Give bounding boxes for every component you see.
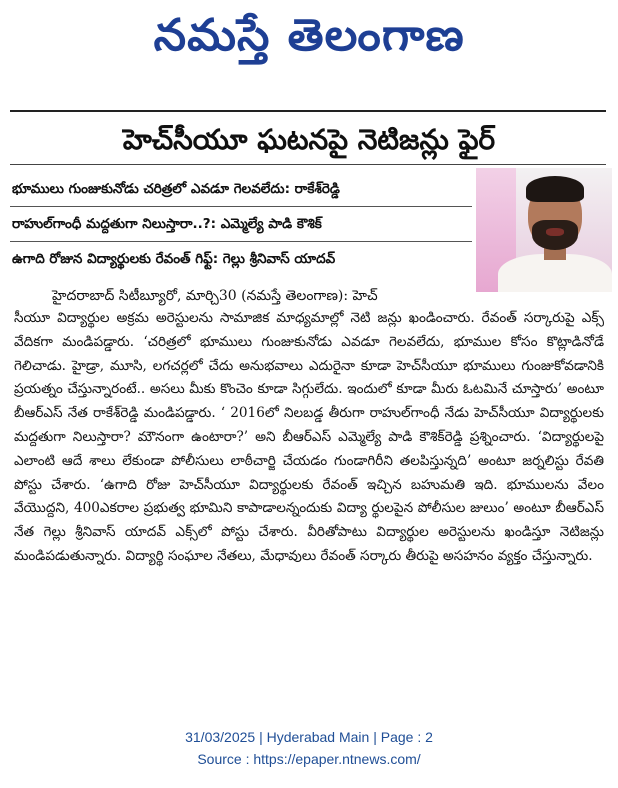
photo-hair bbox=[526, 176, 584, 202]
masthead bbox=[0, 6, 618, 70]
edition-info: 31/03/2025 | Hyderabad Main | Page : 2 bbox=[185, 729, 433, 745]
subhead: భూములు గుంజుకునోడు చరిత్రలో ఎవడూ గెలవలేదు: రాకేశ్‌రెడ్డి bbox=[10, 172, 472, 207]
dateline: హైదరాబాద్ సిటీబ్యూరో, మార్చి30 (నమస్తే తెలంగాణ): హెచ్ bbox=[52, 288, 378, 304]
subhead: ఉగాది రోజున విద్యార్థులకు రేవంత్ గిఫ్ట్: గెల్లు శ్రీనివాస్ యాదవ్ bbox=[12, 251, 336, 267]
article-body: సీయూ విద్యార్థుల అక్రమ అరెస్టులను సామాజిక మాధ్యమాల్లో నెటి జన్లు ఖండించారు. రేవంత్ సర్కారుపై ఎక్స్ వేదికగా మండిపడ్డారు. ‘చరిత్రలో భూములు గుంజుకునోడు ఎవడూ గెలవలేదు, భూముల కోసం కొట్లాడినోడే గెలిచాడు. హైడ్రా, మూసి, లగచర్లలో చేదు అనుభవాలు ఎదురైనా కూడా హెచ్‌సీయూ భూములు గుంజుకోవడానికి ప్రయత్నం చేస్తున్నారంటే.. అసలు మీకు కొంచెం కూడా సిగ్గులేదు. ఇందులో కూడా మీరు ఓటమినే చూస్తారు’ అంటూ బీఆర్‌ఎస్ నేత రాకేశ్‌రెడ్డి మండిపడ్డారు. ‘ 2016లో నిలబడ్డ తీరుగా రాహుల్‌గాంధీ నేడు హెచ్‌సీయూ విద్యార్థులకు మద్దతుగా నిలుస్తారా? మౌనంగా ఉంటారా?’ అని బీఆర్‌ఎస్ ఎమ్మెల్యే పాడి కౌశిక్‌రెడ్డి ప్రశ్నించారు. ‘విద్యార్థులపై ఎలాంటి ఆదే శాలు లేకుండా పోలీసులు లాఠీచార్జి చేయడం గుండాగిరీని తలపిస్తున్నది’ అంటూ జర్నలిస్టు రేవతి పోస్టు చేశారు. ‘ఉగాది రోజు హెచ్‌సీయూ విద్యార్థులకు రేవంత్ ఇచ్చిన బహుమతి ఇది. భూములను వేలం వేయొద్దని, 400ఎకరాల ప్రభుత్వ భూమిని కాపాడాలన్నందుకు విద్యా ర్థులపైన పోలీసుల జులుం’ అంటూ బీఆర్‌ఎస్ నేత గెల్లు శ్రీనివాస్ యాదవ్ ఎక్స్‌లో పోస్టు చేశారు. వీరితోపాటు విద్యార్థుల అరెస్టులను ఖండిస్తూ నెటిజన్లు మండిపడుతున్నారు. విద్యార్థి సంఘాల నేతలు, మేధావులు రేవంత్ సర్కారు తీరుపై అసహనం వ్యక్తం చేస్తున్నారు. bbox=[14, 310, 604, 564]
subheads bbox=[10, 172, 472, 276]
top-divider bbox=[10, 110, 606, 112]
headline: హెచ్‌సీయూ ఘటనపై నెటిజన్లు ఫైర్ bbox=[122, 123, 496, 156]
headline-divider bbox=[10, 164, 606, 165]
footer bbox=[0, 726, 618, 770]
person-photo bbox=[476, 168, 612, 292]
masthead-logo: నమస్తే తెలంగాణ bbox=[153, 10, 465, 61]
subhead: రాహుల్‌గాంధీ మద్దతుగా నిలుస్తారా..?: ఎమ్మెల్యే పాడి కౌశిక్ bbox=[10, 207, 472, 242]
source-link[interactable]: Source : https://epaper.ntnews.com/ bbox=[197, 751, 421, 767]
photo-mouth bbox=[546, 228, 564, 236]
dateline-row bbox=[0, 286, 618, 306]
